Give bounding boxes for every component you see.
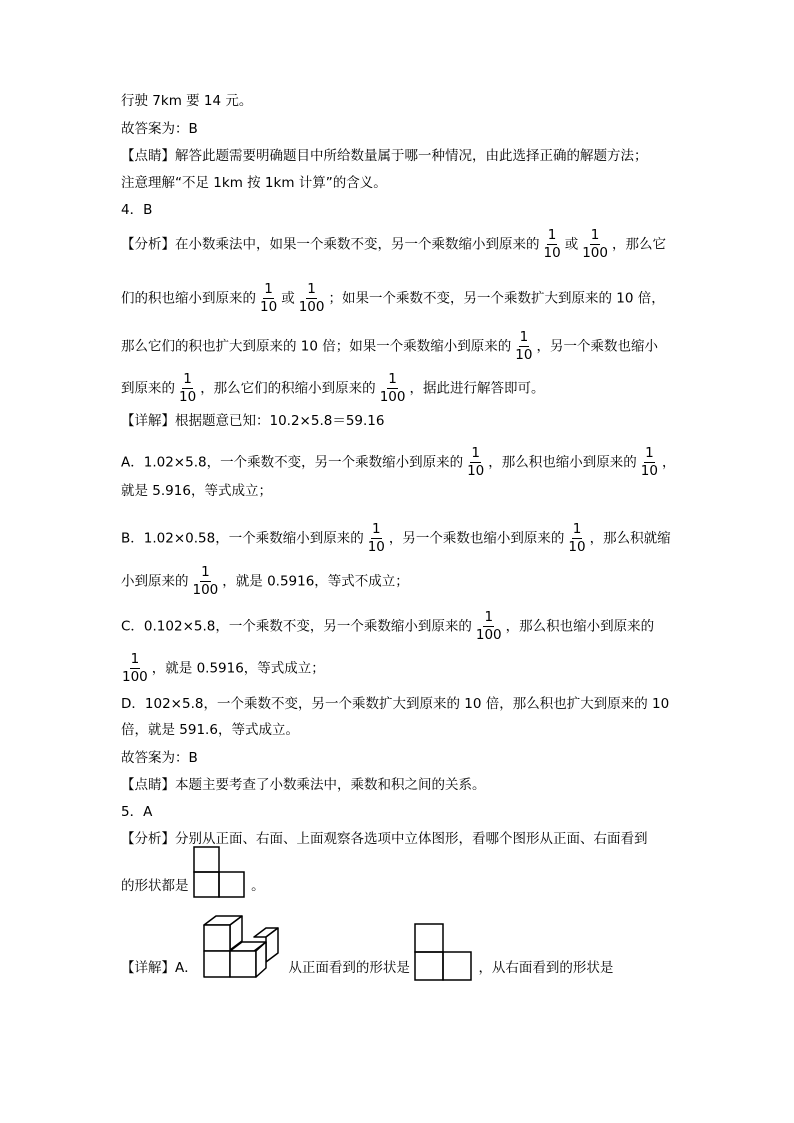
fraction	[379, 372, 407, 405]
text-segment: 或	[281, 290, 295, 307]
text-segment: ，	[661, 454, 676, 471]
text-segment: 的形状都是	[121, 878, 189, 894]
fraction	[367, 522, 386, 555]
text-segment: 到原来的	[121, 380, 175, 397]
fraction-numerator: 1	[519, 329, 529, 345]
answer-line: 故答案为：B	[121, 121, 198, 137]
fraction-numerator: 1	[572, 521, 582, 537]
text-segment: C．0.102×5.8，一个乘数不变，另一个乘数缩小到原来的	[121, 618, 472, 635]
fraction-numerator: 1	[372, 521, 381, 537]
question-number: 5．A	[121, 804, 153, 820]
fraction-denominator: 10	[543, 245, 561, 261]
fraction-denominator: 10	[260, 299, 278, 315]
text-segment: ，另一个乘数也缩小	[536, 338, 658, 355]
analysis-line	[121, 228, 666, 261]
text-segment: ，据此进行解答即可。	[409, 380, 545, 397]
fraction-numerator: 1	[471, 445, 480, 461]
fraction-denominator: 100	[192, 582, 219, 598]
fraction	[298, 282, 326, 315]
fraction	[178, 372, 197, 405]
analysis-line	[121, 874, 265, 898]
text-line	[121, 565, 409, 598]
fraction-numerator: 1	[130, 651, 140, 667]
option-a-line	[121, 446, 675, 479]
fraction-numerator: 1	[388, 371, 397, 387]
l-shape-view-figure	[193, 846, 247, 898]
analysis-line	[121, 330, 658, 363]
fraction-numerator: 1	[307, 281, 316, 297]
text-line: 【点睛】解答此题需要明确题目中所给数量属于哪一种情况，由此选择正确的解题方法；	[121, 148, 648, 164]
text-segment: 。	[251, 878, 265, 894]
fraction-numerator: 1	[264, 281, 273, 297]
fraction-denominator: 100	[122, 669, 148, 685]
text-segment: ，从右面看到的形状是	[478, 960, 614, 976]
fraction	[121, 652, 149, 685]
fraction	[640, 446, 659, 479]
text-segment: ，那么它	[611, 236, 666, 253]
text-segment: ，就是 0.5916，等式不成立；	[222, 573, 409, 590]
text-segment: ，就是 0.5916，等式成立；	[151, 660, 325, 677]
text-segment: ；如果一个乘数不变，另一个乘数扩大到原来的 10 倍，	[328, 290, 665, 307]
fraction-denominator: 100	[475, 627, 502, 643]
analysis-line	[121, 282, 665, 315]
answer-line: 故答案为：B	[121, 750, 198, 766]
question-number: 4．B	[121, 202, 153, 218]
fraction-denominator: 10	[640, 463, 658, 479]
cube-solid-figure	[202, 913, 284, 983]
text-segment: ，另一个乘数也缩小到原来的	[388, 530, 565, 547]
text-line: 【点睛】本题主要考查了小数乘法中，乘数和积之间的关系。	[121, 777, 486, 793]
fraction	[567, 522, 586, 555]
text-line: 行驶 7km 要 14 元。	[121, 93, 253, 109]
text-segment: 从正面看到的形状是	[288, 960, 410, 976]
fraction-denominator: 10	[367, 539, 385, 555]
text-segment: A．1.02×5.8，一个乘数不变，另一个乘数缩小到原来的	[121, 454, 464, 471]
fraction	[475, 610, 503, 643]
front-view-figure	[414, 923, 474, 981]
fraction-numerator: 1	[201, 564, 210, 580]
fraction	[466, 446, 485, 479]
analysis-line	[121, 372, 544, 405]
fraction-numerator: 1	[547, 227, 557, 243]
fraction-denominator: 10	[568, 539, 586, 555]
fraction-numerator: 1	[183, 371, 192, 387]
text-segment: 【分析】在小数乘法中，如果一个乘数不变，另一个乘数缩小到原来的	[121, 236, 540, 253]
fraction-numerator: 1	[484, 609, 494, 625]
text-segment: 或	[564, 236, 579, 253]
text-line: 倍，就是 591.6，等式成立。	[121, 722, 299, 738]
fraction-denominator: 10	[467, 463, 485, 479]
text-segment: ，那么积也缩小到原来的	[505, 618, 655, 635]
fraction-numerator: 1	[590, 227, 600, 243]
text-segment: 那么它们的积也扩大到原来的 10 倍；如果一个乘数缩小到原来的	[121, 338, 512, 355]
fraction	[514, 330, 533, 363]
detail-line	[121, 953, 613, 983]
text-segment: B．1.02×0.58，一个乘数缩小到原来的	[121, 530, 364, 547]
fraction-denominator: 100	[379, 389, 406, 405]
option-d-line: D．102×5.8，一个乘数不变，另一个乘数扩大到原来的 10 倍，那么积也扩大到原来的 10	[121, 696, 670, 712]
text-segment: 们的积也缩小到原来的	[121, 290, 256, 307]
fraction-denominator: 100	[582, 245, 608, 261]
text-segment: ，那么它们的积缩小到原来的	[200, 380, 376, 397]
fraction-numerator: 1	[645, 445, 654, 461]
fraction	[581, 228, 609, 261]
text-line: 注意理解“不足 1km 按 1km 计算”的含义。	[121, 175, 387, 191]
text-segment: 小到原来的	[121, 573, 189, 590]
fraction-denominator: 10	[515, 347, 533, 363]
fraction	[543, 228, 562, 261]
text-line: 就是 5.916，等式成立；	[121, 483, 272, 499]
text-segment: ，那么积也缩小到原来的	[488, 454, 637, 471]
detail-line: 【详解】根据题意已知：10.2×5.8＝59.16	[121, 413, 385, 429]
analysis-line: 【分析】分别从正面、右面、上面观察各选项中立体图形，看哪个图形从正面、右面看到	[121, 831, 648, 847]
text-line	[121, 652, 325, 685]
option-c-line	[121, 610, 654, 643]
fraction	[259, 282, 278, 315]
option-b-line	[121, 522, 671, 555]
text-segment: 【详解】A．	[121, 960, 198, 976]
fraction	[192, 565, 220, 598]
fraction-denominator: 100	[298, 299, 325, 315]
fraction-denominator: 10	[179, 389, 197, 405]
text-segment: ，那么积就缩	[589, 530, 671, 547]
